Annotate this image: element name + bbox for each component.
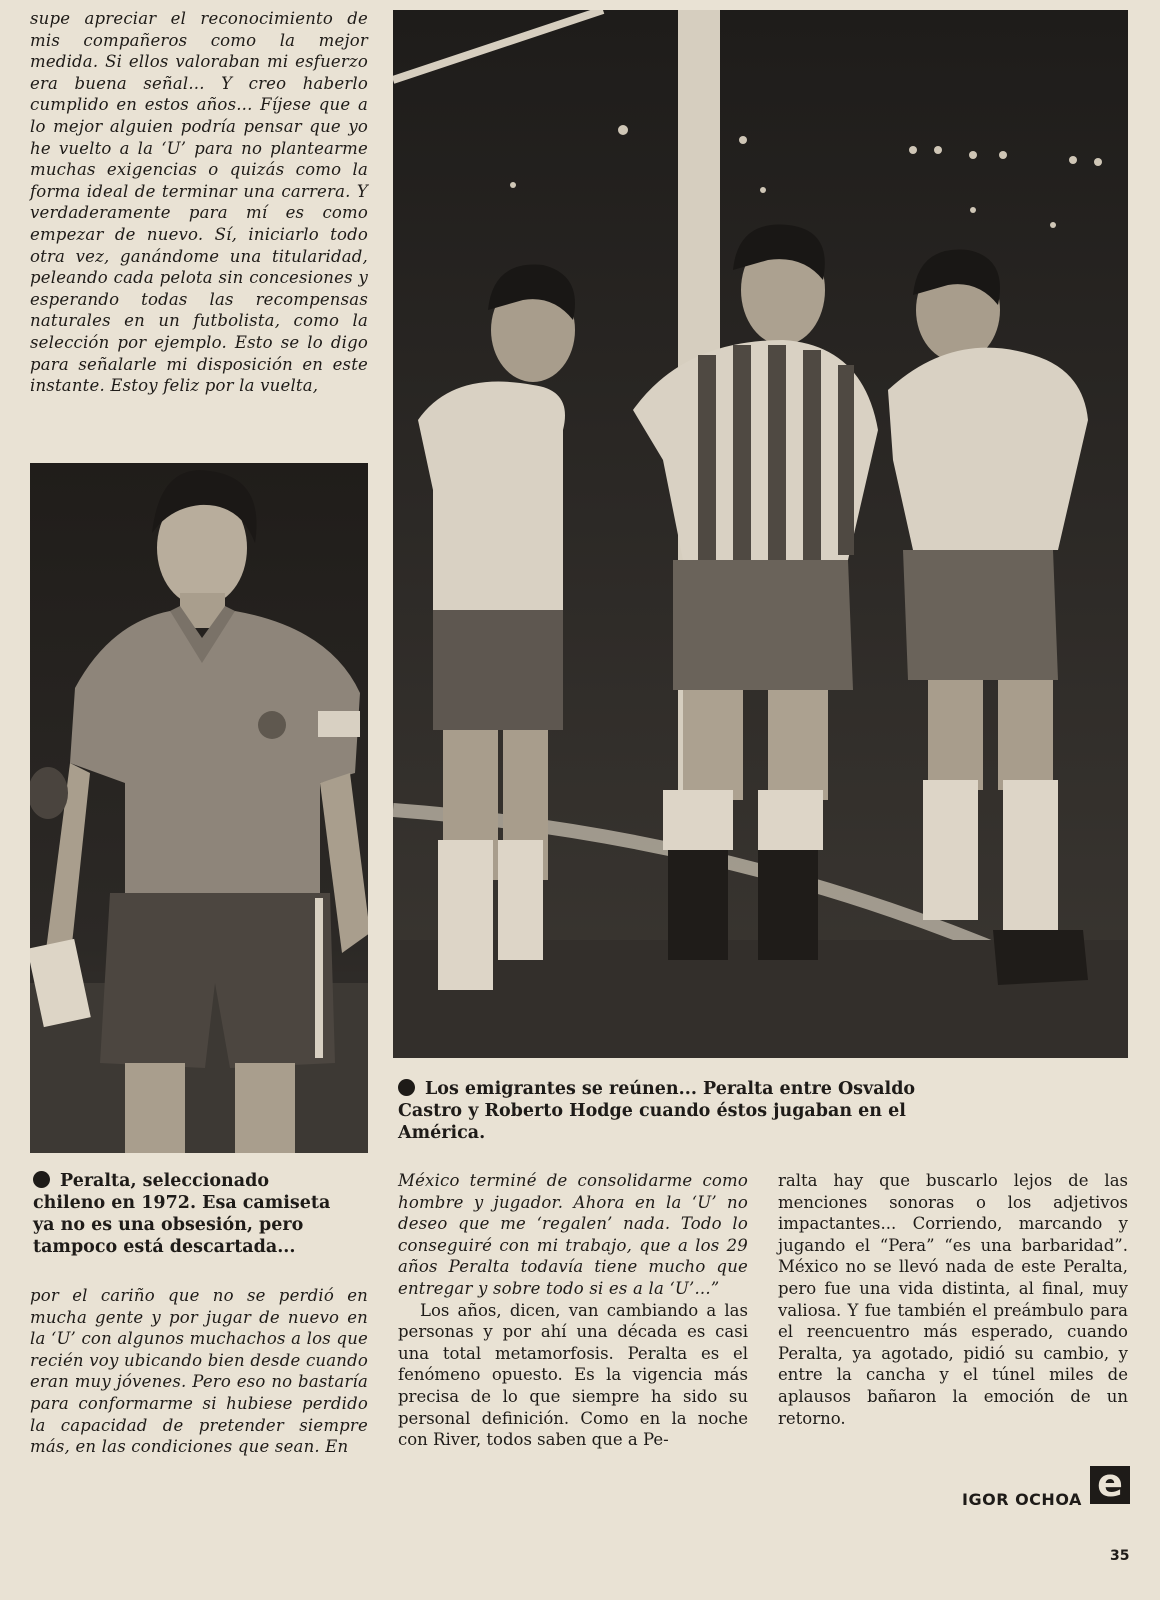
- article-text-middle-italic: México terminé de consolidarme como hombre y jugador. Ahora en la ‘U’ no deseo que me ‘regalen’ nada. Todo lo conseguiré con mi trabajo, que a los 29 años Peralta todavía tiene mucho que entregar y sobre todo si es a la ‘U’...”: [398, 1171, 748, 1298]
- player-portrait-image: [30, 463, 368, 1153]
- article-text-bottom-left: por el cariño que no se perdió en mucha gente y por jugar de nuevo en la ‘U’ con algunos muchachos a los que recién voy ubicando bien desde cuando eran muy jóvenes. Pero eso no bastaría para conformarme si hubiese perdido la capacidad de pretender siempre más, en las condiciones que sean. En: [30, 1286, 368, 1457]
- caption-bullet: [33, 1171, 50, 1188]
- photo-peralta-seleccion: [30, 463, 368, 1153]
- magazine-logo-icon: e: [1090, 1466, 1130, 1504]
- article-column-middle: [398, 1170, 748, 1451]
- article-text-middle-roman: Los años, dicen, van cambiando a las personas y por ahí una década es casi una total metamorfosis. Peralta es el fenómeno opuesto. Es la vigencia más precisa de lo que siempre ha sido su personal definición. Como en la noche con River, todos saben que a Pe-: [398, 1300, 748, 1450]
- three-players-image: [393, 10, 1128, 1058]
- author-byline: IGOR OCHOA: [962, 1490, 1082, 1509]
- caption-left-text: Peralta, seleccionado chileno en 1972. Esa camiseta ya no es una obsesión, pero tampoco está descartada...: [33, 1171, 331, 1257]
- caption-right-text: Los emigrantes se reúnen... Peralta entre Osvaldo Castro y Roberto Hodge cuando éstos jugaban en el América.: [398, 1079, 916, 1143]
- caption-bullet: [398, 1079, 415, 1096]
- article-text-top-left: supe apreciar el reconocimiento de mis compañeros como la mejor medida. Si ellos valoraban mi esfuerzo era buena señal... Y creo haberlo cumplido en estos años... Fíjese que a lo mejor alguien podría pensar que yo he vuelto a la ‘U’ para no plantearme muchas exigencias o quizás como la forma ideal de terminar una carrera. Y verdaderamente para mí es como empezar de nuevo. Sí, iniciarlo todo otra vez, ganándome una titularidad, peleando cada pelota sin concesiones y esperando todas las recompensas naturales en un futbolista, como la selección por ejemplo. Esto se lo digo para señalarle mi disposición en este instante. Estoy feliz por la vuelta,: [30, 9, 368, 396]
- photo-emigrantes-reunidos: [393, 10, 1128, 1058]
- page-number: 35: [1110, 1548, 1130, 1564]
- caption-right-photo: [398, 1078, 918, 1144]
- article-text-right: ralta hay que buscarlo lejos de las menciones sonoras o los adjetivos impactantes... Corriendo, marcando y jugando el “Pera” “es una barbaridad”. México no se llevó nada de este Peralta, pero fue una vida distinta, al final, muy valiosa. Y fue también el preámbulo para el reencuentro más esperado, cuando Peralta, ya agotado, pidió su cambio, y entre la cancha y el túnel miles de aplausos bañaron la emoción de un retorno.: [778, 1171, 1128, 1428]
- caption-left-photo: [33, 1170, 333, 1258]
